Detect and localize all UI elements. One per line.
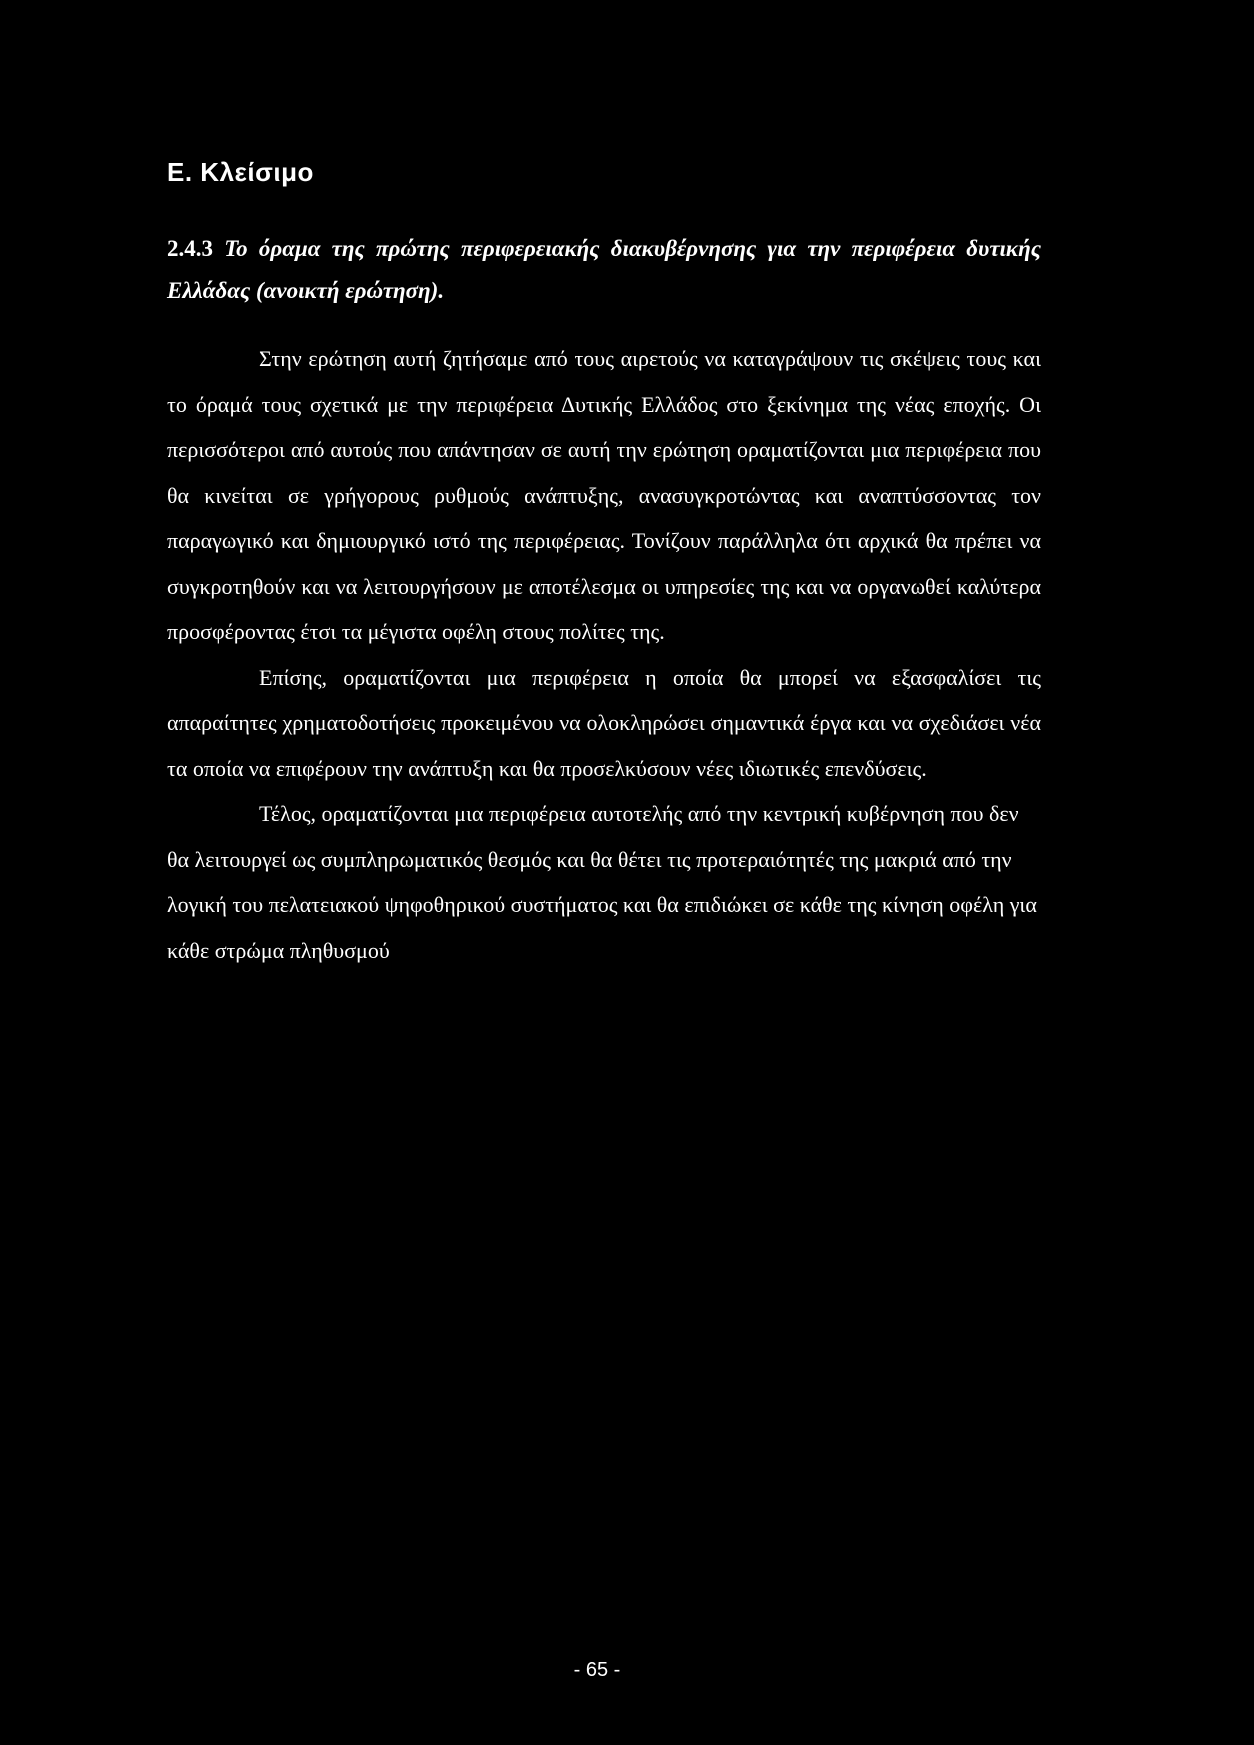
section-title: Ε. Κλείσιμο	[167, 157, 314, 187]
subsection-heading	[167, 228, 1041, 312]
subsection-title: Το όραμα της πρώτης περιφερειακής διακυβέρνησης για την περιφέρεια δυτικής Ελλάδας (ανοικτή ερώτηση).	[167, 236, 1041, 303]
page-content	[167, 156, 1041, 973]
subsection-number: 2.4.3	[167, 236, 213, 261]
paragraph-3: Τέλος, οραματίζονται μια περιφέρεια αυτοτελής από την κεντρική κυβέρνηση που δεν θα λειτουργεί ως συμπληρωματικός θεσμός και θα θέτει τις προτεραιότητές της μακριά από την λογική του πελατειακού ψηφοθηρικού συστήματος και θα επιδιώκει σε κάθε της κίνηση οφέλη για κάθε στρώμα πληθυσμού	[167, 801, 1037, 963]
paragraph-2: Επίσης, οραματίζονται μια περιφέρεια η οποία θα μπορεί να εξασφαλίσει τις απαραίτητες χρηματοδοτήσεις προκειμένου να ολοκληρώσει σημαντικά έργα και να σχεδιάσει νέα τα οποία να επιφέρουν την ανάπτυξη και θα προσελκύσουν νέες ιδιωτικές επενδύσεις.	[167, 664, 1041, 781]
paragraph-1: Στην ερώτηση αυτή ζητήσαμε από τους αιρετούς να καταγράψουν τις σκέψεις τους και το όραμά τους σχετικά με την περιφέρεια Δυτικής Ελλάδος στο ξεκίνημα της νέας εποχής. Οι περισσότεροι από αυτούς που απάντησαν σε αυτή την ερώτηση οραματίζονται μια περιφέρεια που θα κινείται σε γρήγορους ρυθμούς ανάπτυξης, ανασυγκροτώντας και αναπτύσσοντας τον παραγωγικό και δημιουργικό ιστό της περιφέρειας. Τονίζουν παράλληλα ότι αρχικά θα πρέπει να συγκροτηθούν και να λειτουργήσουν με αποτέλεσμα οι υπηρεσίες της και να οργανωθεί καλύτερα προσφέροντας έτσι τα μέγιστα οφέλη στους πολίτες της.	[167, 346, 1041, 644]
page-number: - 65 -	[573, 1659, 621, 1681]
